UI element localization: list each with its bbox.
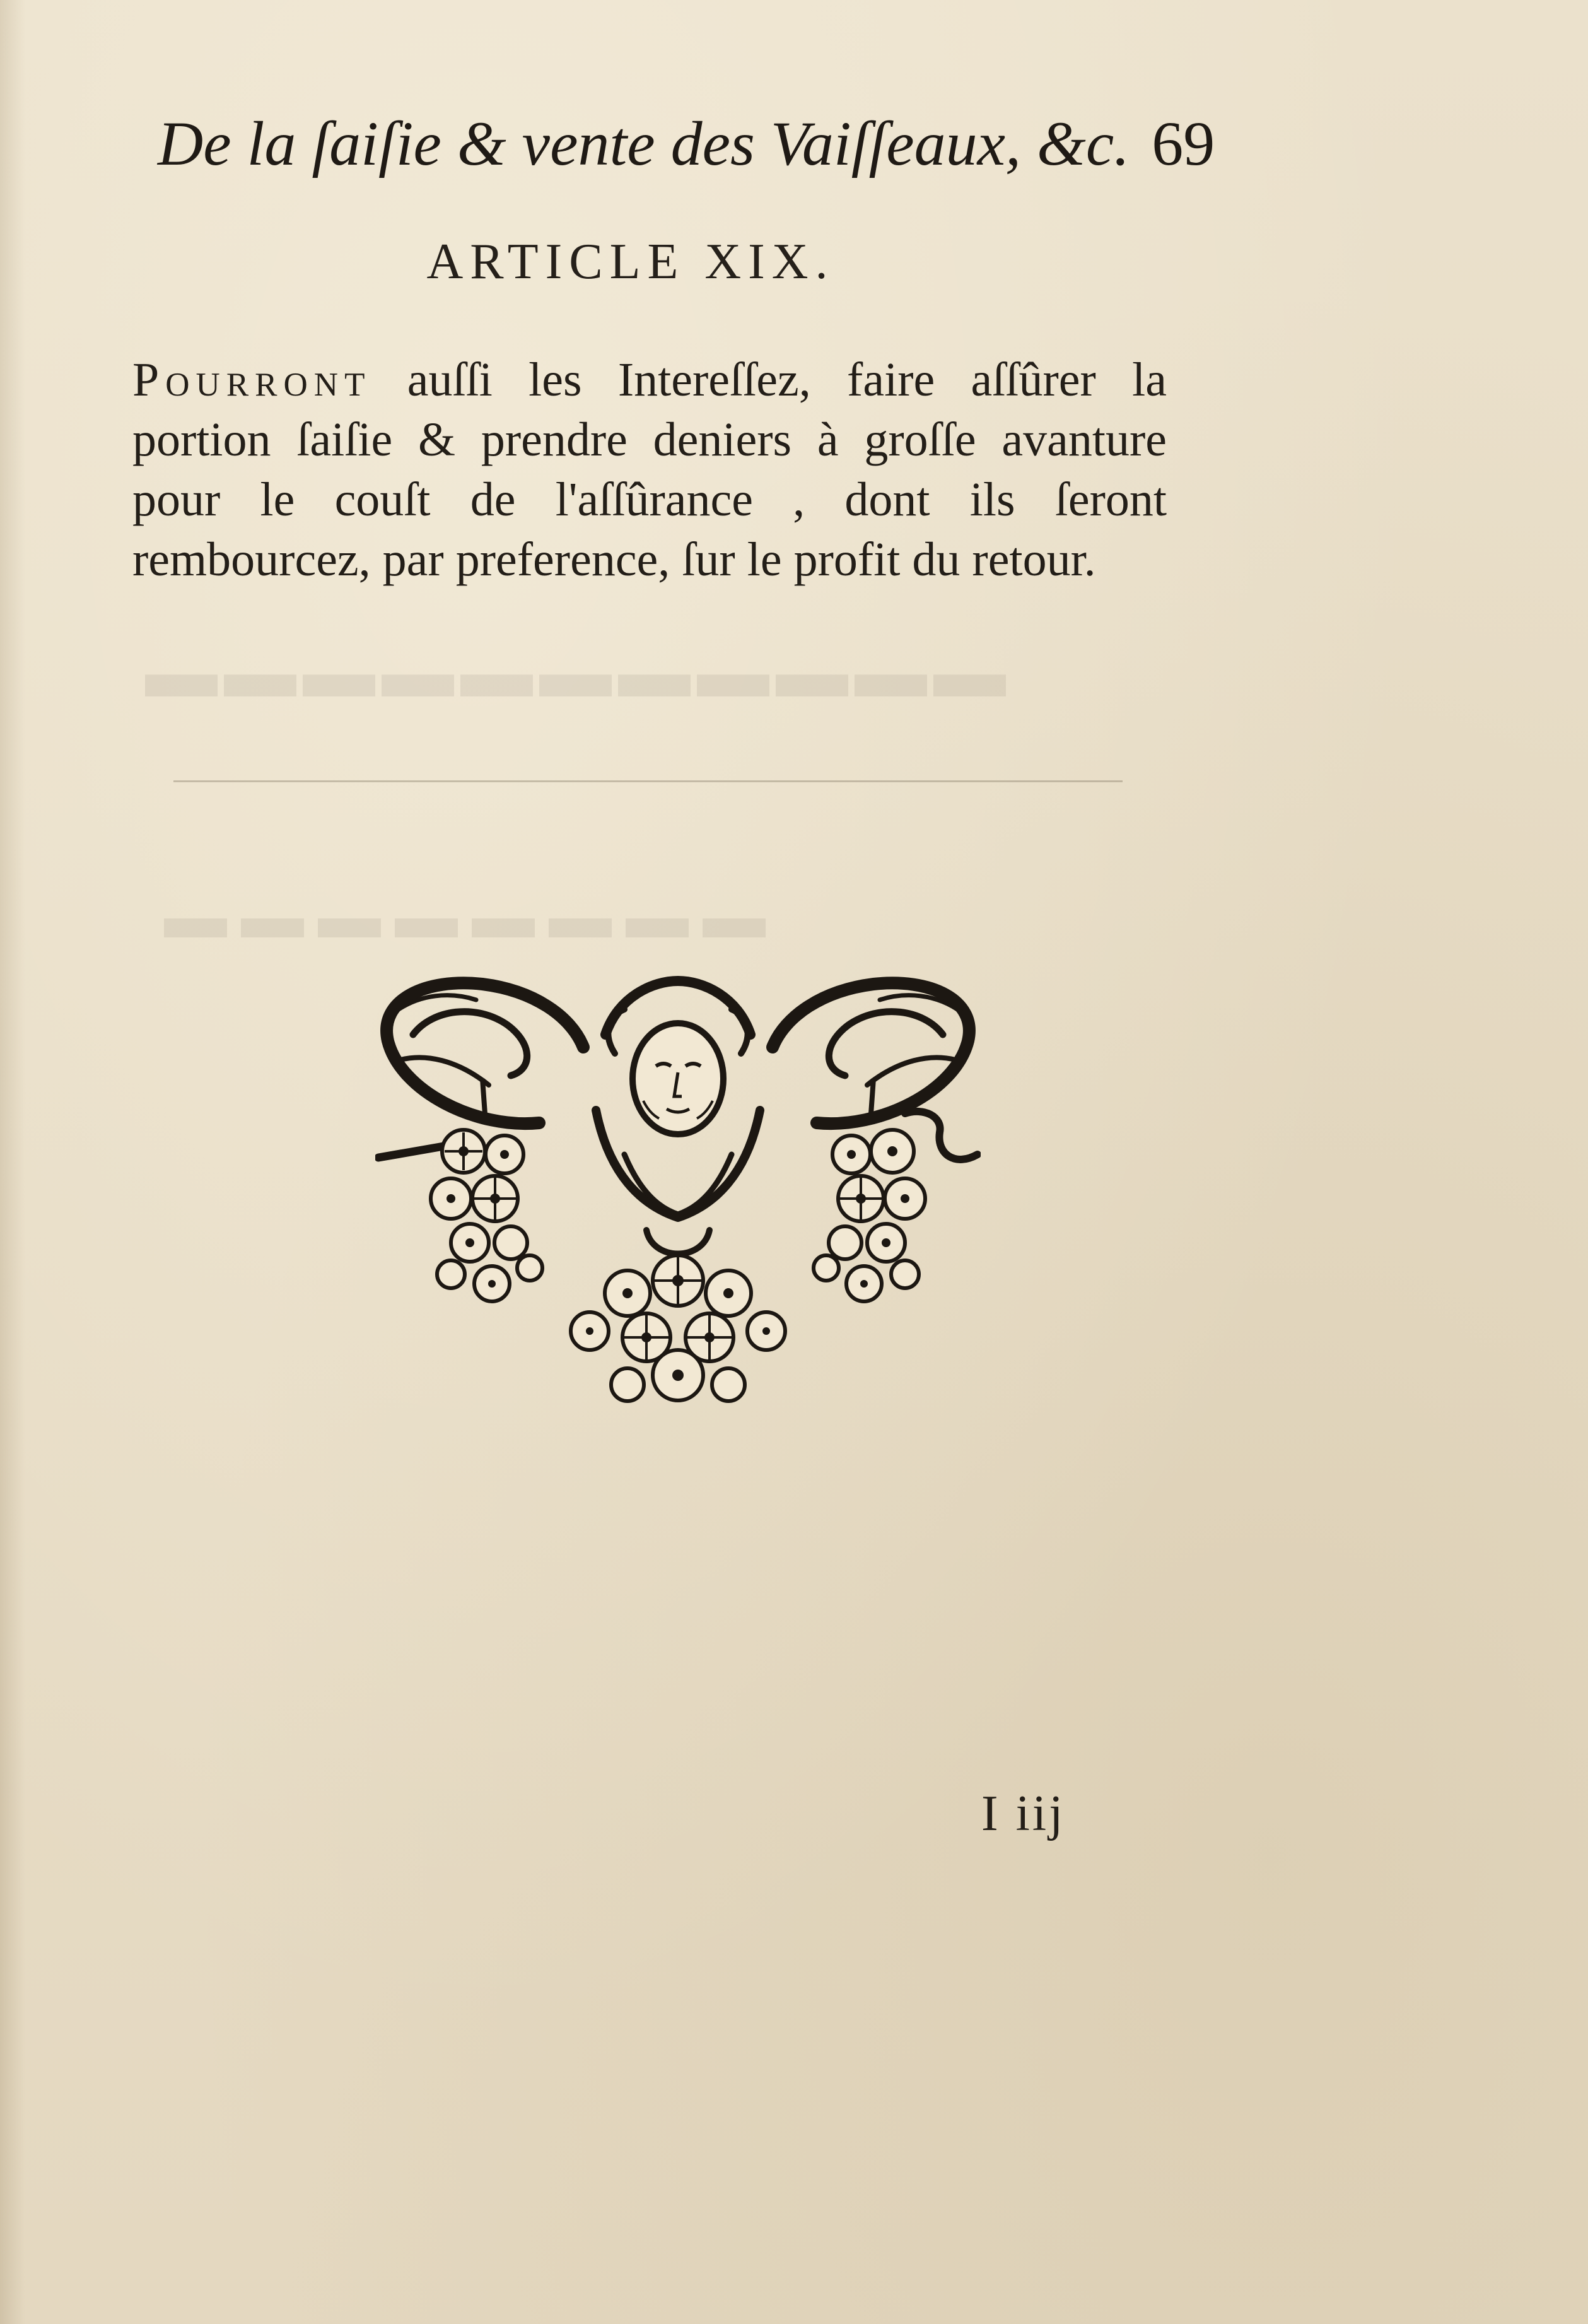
running-head xyxy=(158,106,1215,182)
article-text: auſſi les Intereſſez, faire aſſûrer la portion ſaiſie & prendre deniers à groſſe avanture pour le couſt de l'aſſûrance , dont ils ſeront rembourcez, par preference, ſur le profit du retour. xyxy=(132,353,1167,586)
article-heading: ARTICLE XIX. xyxy=(426,234,835,290)
floral-cherub-headpiece-icon xyxy=(375,965,981,1419)
faint-divider-rule xyxy=(173,780,1123,782)
bleed-through-shadow: ▬▬▬▬▬▬▬▬▬▬▬ xyxy=(145,632,1012,712)
page-number: 69 xyxy=(1152,109,1215,179)
running-head-title: De la ſaiſie & vente des Vaiſſeaux, &c. xyxy=(158,109,1130,179)
article-body xyxy=(132,350,1167,590)
bleed-through-shadow: ▬▬▬▬▬▬▬▬ xyxy=(164,881,779,951)
signature-mark: I iij xyxy=(981,1786,1066,1841)
article-lead-word: Pourront xyxy=(132,353,371,406)
